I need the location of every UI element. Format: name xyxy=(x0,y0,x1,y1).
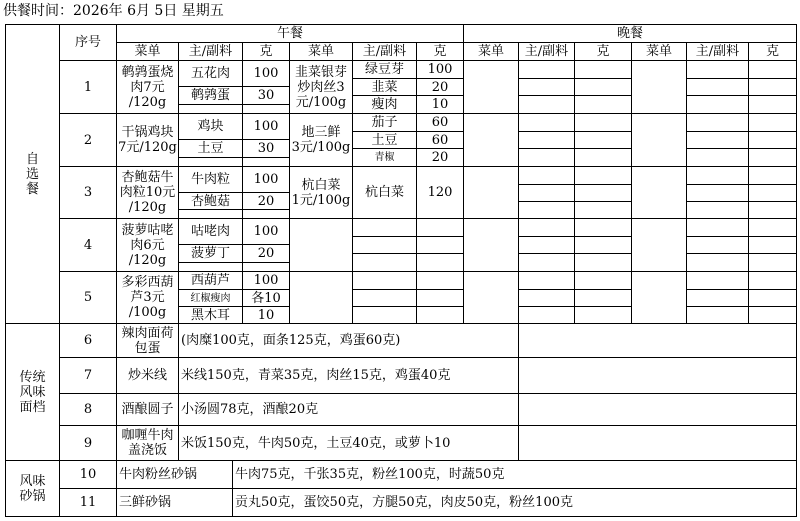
table-cell xyxy=(352,289,417,307)
gram: 100 xyxy=(242,271,290,290)
dish-name: 杏鲍菇牛 肉粒10元 /120g xyxy=(116,166,179,219)
table-cell xyxy=(518,166,575,185)
dish-description: 牛肉75克，千张35克，粉丝100克，时蔬50克 xyxy=(232,460,797,489)
row-number: 10 xyxy=(59,460,117,489)
dish-name: 酒酿圆子 xyxy=(116,393,179,426)
gram: 20 xyxy=(242,244,290,263)
ingredient: 土豆 xyxy=(178,139,243,158)
header-ingredient: 主/副料 xyxy=(518,42,575,61)
table-cell xyxy=(686,306,749,324)
gram: 10 xyxy=(416,95,464,114)
table-cell xyxy=(748,113,797,132)
table-cell xyxy=(686,236,749,254)
table-cell xyxy=(518,95,575,114)
table-cell xyxy=(686,289,749,307)
header-lunch: 午餐 xyxy=(116,24,464,43)
table-cell xyxy=(518,148,575,167)
table-cell xyxy=(748,253,797,272)
row-number: 11 xyxy=(59,488,117,517)
table-cell xyxy=(289,271,353,324)
table-cell xyxy=(518,357,797,394)
table-cell xyxy=(631,166,687,219)
table-cell xyxy=(574,166,632,185)
gram: 100 xyxy=(242,218,290,245)
table-cell xyxy=(574,218,632,237)
gram: 100 xyxy=(242,113,290,140)
ingredient: 咕咾肉 xyxy=(178,218,243,245)
table-cell xyxy=(748,271,797,290)
table-cell xyxy=(416,218,464,237)
page-title: 供餐时间：2026年 6月 5日 星期五 xyxy=(3,3,224,19)
header-menu: 菜单 xyxy=(463,42,519,61)
table-cell xyxy=(463,60,519,114)
table-cell xyxy=(574,253,632,272)
table-cell xyxy=(416,253,464,272)
ingredient: 土豆 xyxy=(352,131,417,149)
table-cell xyxy=(518,253,575,272)
gram: 100 xyxy=(416,60,464,79)
table-cell xyxy=(574,148,632,167)
dish-description: (肉糜100克，面条125克，鸡蛋60克) xyxy=(178,323,519,358)
table-cell xyxy=(748,60,797,79)
ingredient: 五花肉 xyxy=(178,60,243,87)
table-cell xyxy=(518,289,575,307)
header-menu: 菜单 xyxy=(289,42,353,61)
table-cell xyxy=(416,289,464,307)
gram: 30 xyxy=(242,139,290,158)
table-cell xyxy=(631,113,687,167)
table-cell xyxy=(574,201,632,219)
table-cell xyxy=(686,184,749,202)
table-cell xyxy=(416,271,464,290)
table-cell xyxy=(416,236,464,254)
row-number: 9 xyxy=(59,425,117,461)
table-cell xyxy=(686,218,749,237)
ingredient: 菠萝丁 xyxy=(178,244,243,263)
table-cell xyxy=(631,60,687,114)
table-cell xyxy=(352,306,417,324)
ingredient: 瘦肉 xyxy=(352,95,417,114)
table-cell xyxy=(463,271,519,324)
table-cell xyxy=(686,113,749,132)
row-number: 2 xyxy=(59,113,117,167)
row-number: 4 xyxy=(59,218,117,272)
table-cell xyxy=(686,148,749,167)
table-cell xyxy=(518,131,575,149)
table-cell xyxy=(574,271,632,290)
ingredient: 茄子 xyxy=(352,113,417,132)
gram: 60 xyxy=(416,131,464,149)
table-cell xyxy=(631,271,687,324)
table-cell xyxy=(574,306,632,324)
table-cell xyxy=(748,289,797,307)
table-cell xyxy=(518,323,797,358)
header-gram: 克 xyxy=(416,42,464,61)
table-cell xyxy=(686,95,749,114)
table-cell xyxy=(518,113,575,132)
dish-name: 炒米线 xyxy=(116,357,179,394)
table-cell xyxy=(748,166,797,185)
table-cell xyxy=(574,236,632,254)
dish-description: 小汤圆78克，酒酿20克 xyxy=(178,393,519,426)
dish-name: 牛肉粉丝砂锅 xyxy=(116,460,233,489)
table-cell xyxy=(518,393,797,426)
table-cell xyxy=(518,184,575,202)
gram: 20 xyxy=(242,192,290,210)
table-cell xyxy=(748,78,797,96)
dish-description: 米饭150克，牛肉50克，土豆40克，或萝卜10 xyxy=(178,425,519,461)
header-gram: 克 xyxy=(242,42,290,61)
table-cell xyxy=(518,78,575,96)
dish-name: 咖喱牛肉 盖浇饭 xyxy=(116,425,179,461)
gram: 10 xyxy=(242,306,290,324)
dish-name: 干锅鸡块 7元/120g xyxy=(116,113,179,167)
row-number: 1 xyxy=(59,60,117,114)
header-ingredient: 主/副料 xyxy=(178,42,243,61)
table-cell xyxy=(748,148,797,167)
header-seq: 序号 xyxy=(59,24,117,61)
table-cell xyxy=(518,218,575,237)
table-cell xyxy=(574,95,632,114)
table-cell xyxy=(518,60,575,79)
dish-name: 韭菜银芽 炒肉丝3 元/100g xyxy=(289,60,353,114)
table-cell xyxy=(574,184,632,202)
header-menu: 菜单 xyxy=(631,42,687,61)
row-number: 8 xyxy=(59,393,117,426)
header-gram: 克 xyxy=(574,42,632,61)
header-gram: 克 xyxy=(748,42,797,61)
ingredient: 鸡块 xyxy=(178,113,243,140)
header-dinner: 晚餐 xyxy=(463,24,797,43)
table-cell xyxy=(748,131,797,149)
dish-name: 辣肉面荷 包蛋 xyxy=(116,323,179,358)
ingredient: 青椒 xyxy=(352,148,417,167)
dish-name: 三鲜砂锅 xyxy=(116,488,233,517)
dish-name: 多彩西葫 芦3元 /100g xyxy=(116,271,179,324)
dish-description: 米线150克，青菜35克，肉丝15克，鸡蛋40克 xyxy=(178,357,519,394)
table-cell xyxy=(686,131,749,149)
gram: 120 xyxy=(416,166,464,219)
table-cell xyxy=(352,218,417,237)
table-cell xyxy=(748,236,797,254)
dish-name: 杭白菜 1元/100g xyxy=(289,166,353,219)
gram: 20 xyxy=(416,148,464,167)
table-cell xyxy=(748,95,797,114)
dish-name: 鹌鹑蛋烧 肉7元 /120g xyxy=(116,60,179,114)
row-number: 6 xyxy=(59,323,117,358)
ingredient: 西葫芦 xyxy=(178,271,243,290)
header-ingredient: 主/副料 xyxy=(352,42,417,61)
table-cell xyxy=(748,306,797,324)
table-cell xyxy=(518,425,797,461)
section-zixuan: 自 选 餐 xyxy=(5,24,60,324)
ingredient: 韭菜 xyxy=(352,78,417,96)
header-menu: 菜单 xyxy=(116,42,179,61)
dish-description: 贡丸50克，蛋饺50克，方腿50克，肉皮50克，粉丝100克 xyxy=(232,488,797,517)
table-cell xyxy=(686,201,749,219)
table-cell xyxy=(518,201,575,219)
gram: 20 xyxy=(416,78,464,96)
ingredient: 红椒瘦肉 xyxy=(178,289,243,307)
section-chuantong: 传统 风味 面档 xyxy=(5,323,60,461)
table-cell xyxy=(748,218,797,237)
table-cell xyxy=(631,218,687,272)
table-cell xyxy=(463,218,519,272)
table-cell xyxy=(574,78,632,96)
table-cell xyxy=(352,271,417,290)
table-cell xyxy=(416,306,464,324)
table-cell xyxy=(748,201,797,219)
table-cell xyxy=(518,271,575,290)
ingredient: 绿豆芽 xyxy=(352,60,417,79)
ingredient: 杭白菜 xyxy=(352,166,417,219)
table-cell xyxy=(686,166,749,185)
table-cell xyxy=(463,166,519,219)
table-cell xyxy=(686,78,749,96)
table-cell xyxy=(686,253,749,272)
table-cell xyxy=(686,60,749,79)
ingredient: 杏鲍菇 xyxy=(178,192,243,210)
table-cell xyxy=(352,236,417,254)
section-fengwei: 风味 砂锅 xyxy=(5,460,60,517)
table-cell xyxy=(574,113,632,132)
row-number: 5 xyxy=(59,271,117,324)
table-cell xyxy=(289,218,353,272)
table-cell xyxy=(463,113,519,167)
table-cell xyxy=(748,184,797,202)
table-cell xyxy=(518,236,575,254)
ingredient: 牛肉粒 xyxy=(178,166,243,193)
gram: 100 xyxy=(242,60,290,87)
dish-name: 地三鲜 3元/100g xyxy=(289,113,353,167)
row-number: 7 xyxy=(59,357,117,394)
header-ingredient: 主/副料 xyxy=(686,42,749,61)
gram: 100 xyxy=(242,166,290,193)
dish-name: 菠萝咕咾 肉6元 /120g xyxy=(116,218,179,272)
row-number: 3 xyxy=(59,166,117,219)
table-cell xyxy=(352,253,417,272)
table-cell xyxy=(686,271,749,290)
ingredient: 鹌鹑蛋 xyxy=(178,86,243,105)
gram: 30 xyxy=(242,86,290,105)
table-cell xyxy=(518,306,575,324)
ingredient: 黑木耳 xyxy=(178,306,243,324)
table-cell xyxy=(574,289,632,307)
table-cell xyxy=(574,131,632,149)
gram: 各10 xyxy=(242,289,290,307)
table-cell xyxy=(574,60,632,79)
gram: 60 xyxy=(416,113,464,132)
